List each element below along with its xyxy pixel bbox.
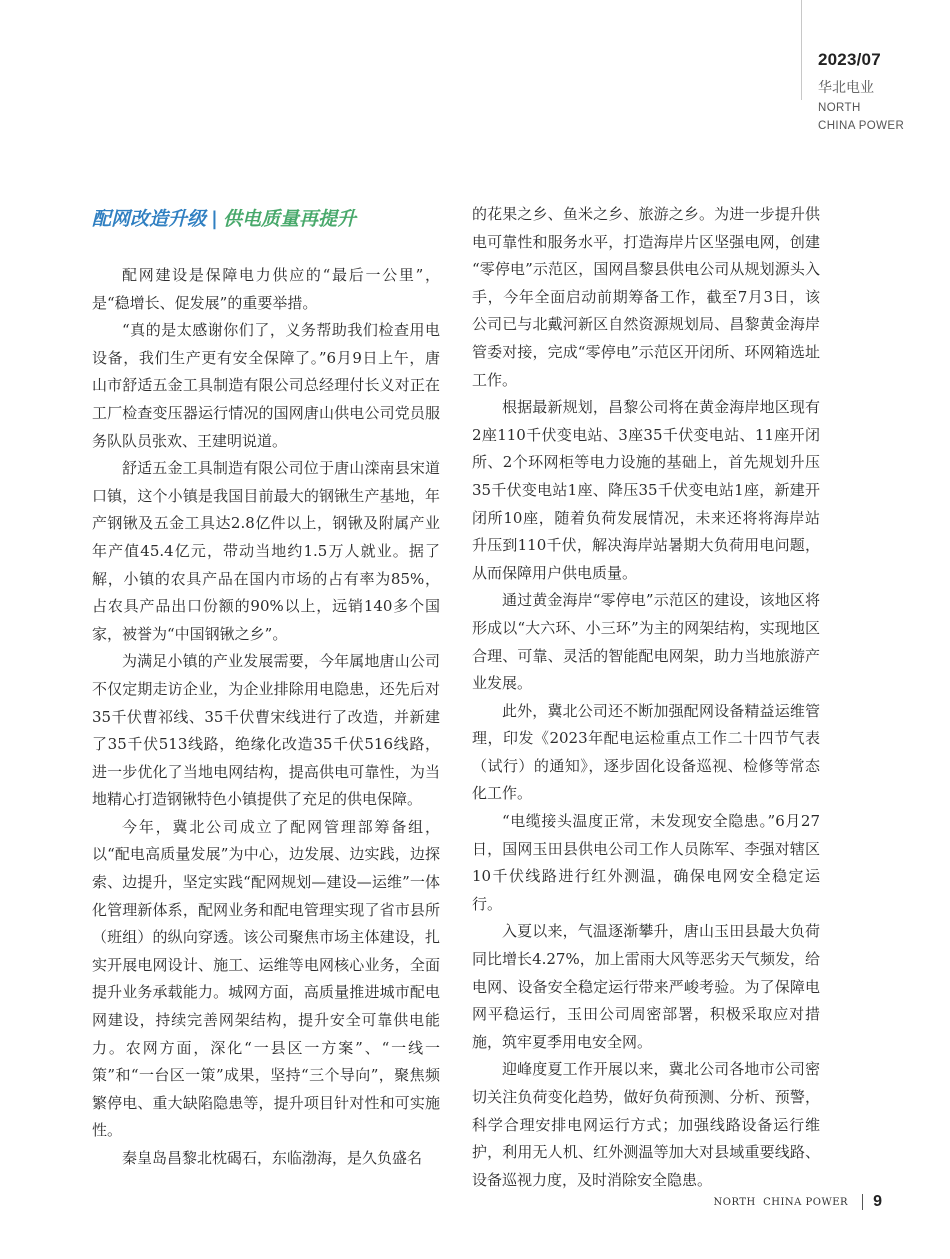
paragraph-continued: 的花果之乡、鱼米之乡、旅游之乡。为进一步提升供电可靠性和服务水平，打造海岸片区坚强电网，创建 “零停电”示范区，国网昌黎县供电公司从规划源头入手，今年全面启动前期筹备工作，截至7月3日，该公司已与北戴河新区自然资源规划局、昌黎黄金海岸管委对接，完成“零停电”示范区开闭所、环网箱选址工作。: [472, 205, 820, 389]
paragraph: 配网建设是保障电力供应的“最后一公里”，是“稳增长、促发展”的重要举措。: [92, 266, 440, 312]
paragraph: 入夏以来，气温逐渐攀升，唐山玉田县最大负荷同比增长4.27%，加上雷雨大风等恶劣天气频发，给电网、设备安全稳定运行带来严峻考验。为了保障电网平稳运行，玉田公司周密部署，积极采取应对措施，筑牢夏季用电安全网。: [472, 922, 820, 1051]
magazine-name-en-line2: CHINA POWER: [818, 120, 905, 132]
footer-magazine-name: NORTH CHINA POWER: [713, 1196, 849, 1208]
paragraph: 通过黄金海岸“零停电”示范区的建设，该地区将形成以“大六环、小三环”为主的网架结构，实现地区合理、可靠、灵活的智能配电网架，助力当地旅游产业发展。: [472, 591, 820, 693]
page-footer: [714, 1193, 882, 1211]
headline-part2: 供电质量再提升: [222, 208, 356, 230]
masthead-divider: [801, 0, 802, 100]
left-column: [92, 200, 440, 1173]
paragraph: 迎峰度夏工作开展以来，冀北公司各地市公司密切关注负荷变化趋势，做好负荷预测、分析、预警，科学合理安排电网运行方式；加强线路设备运行维护，利用无人机、红外测温等加大对县域重要线路、设备巡视力度，及时消除安全隐患。: [472, 1060, 820, 1189]
headline-part1: 配网改造升级: [92, 208, 207, 230]
footer-divider: [862, 1194, 863, 1210]
paragraph: “电缆接头温度正常，未发现安全隐患。”6月27日，国网玉田县供电公司工作人员陈军、李强对辖区10千伏线路进行红外测温，确保电网安全稳定运行。: [472, 812, 820, 913]
paragraph: 秦皇岛昌黎北枕碣石，东临渤海，是久负盛名: [122, 1149, 423, 1167]
paragraph: 此外，冀北公司还不断加强配网设备精益运维管理，印发《2023年配电运检重点工作二十四节气表（试行）的通知》，逐步固化设备巡视、检修等常态化工作。: [472, 701, 820, 803]
headline-separator: |: [211, 208, 218, 230]
page-number: 9: [873, 1193, 882, 1210]
magazine-name-cn: 华北电业: [818, 79, 874, 95]
section-headline: [92, 204, 440, 234]
right-column: [472, 201, 820, 1194]
paragraph: “真的是太感谢你们了，义务帮助我们检查用电设备，我们生产更有安全保障了。”6月9日上午，唐山市舒适五金工具制造有限公司总经理付长义对正在工厂检查变压器运行情况的国网唐山供电公司党员服务队队员张欢、王建明说道。: [92, 321, 440, 450]
masthead: [818, 50, 904, 135]
paragraph: 为满足小镇的产业发展需要，今年属地唐山公司不仅定期走访企业，为企业排除用电隐患，还先后对35千伏曹祁线、35千伏曹宋线进行了改造，并新建了35千伏513线路，绝缘化改造35千伏516线路，进一步优化了当地电网结构，提高供电可靠性，为当地精心打造钢锹特色小镇提供了充足的供电保障。: [92, 652, 440, 809]
paragraph: 今年，冀北公司成立了配网管理部筹备组，以“配电高质量发展”为中心，边发展、边实践，边探索、边提升，坚定实践“配网规划—建设—运维”一体化管理新体系，配网业务和配电管理实现了省市县所（班组）的纵向穿透。该公司聚焦市场主体建设，扎实开展电网设计、施工、运维等电网核心业务，全面提升业务承载能力。城网方面，高质量推进城市配电网建设，持续完善网架结构，提升安全可靠供电能力。农网方面，深化“一县区一方案”、“一线一策”和“一台区一策”成果，坚持“三个导向”，聚焦频繁停电、重大缺陷隐患等，提升项目针对性和可实施性。: [92, 817, 440, 1140]
paragraph: 根据最新规划，昌黎公司将在黄金海岸地区现有2座110千伏变电站、3座35千伏变电站、11座开闭所、2个环网柜等电力设施的基础上，首先规划升压35千伏变电站1座、降压35千伏变电站1座，新建开闭所10座，随着负荷发展情况，未来还将将海岸站升压到110千伏，解决海岸站暑期大负荷用电问题，从而保障用户供电质量。: [472, 398, 820, 582]
magazine-name-en-line1: NORTH: [818, 102, 861, 114]
paragraph: 舒适五金工具制造有限公司位于唐山滦南县宋道口镇，这个小镇是我国目前最大的钢锹生产基地，年产钢锹及五金工具达2.8亿件以上，钢锹及附属产业年产值45.4亿元，带动当地约1.5万人就业。据了解，小镇的农具产品在国内市场的占有率为85%，占农具产品出口份额的90%以上，远销140多个国家，被誉为“中国钢锹之乡”。: [92, 459, 440, 643]
issue-date: 2023/07: [818, 50, 881, 69]
